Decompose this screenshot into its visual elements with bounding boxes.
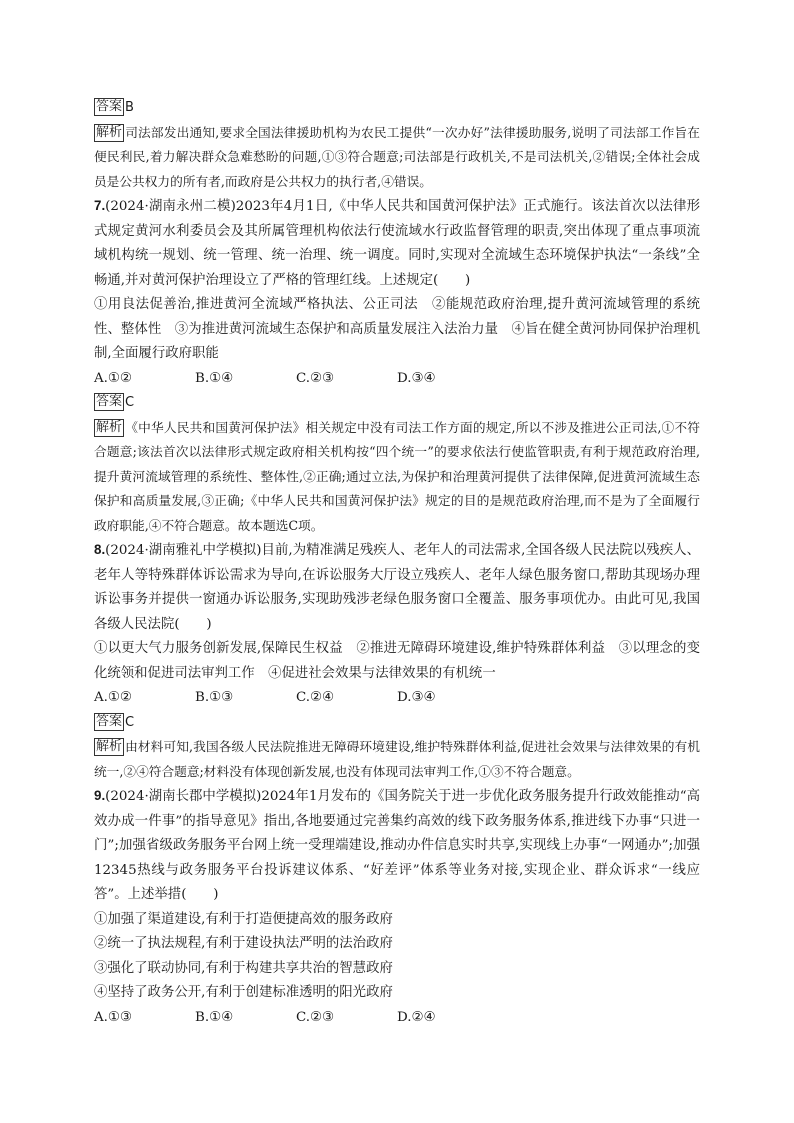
question-number: 7.: [94, 198, 106, 213]
question-9-choices: [94, 1006, 700, 1031]
explanation-text: 司法部发出通知,要求全国法律援助机构为农民工提供“一次办好”法律援助服务,说明了司法部工作旨在便民利民,着力解决群众急难愁盼的问题,①③符合题意;司法部是行政机关,不是司法机关,②错误;全体社会成员是公共权力的所有者,而政府是公共权力的执行者,④错误。: [94, 124, 700, 189]
choice-b: B.①④: [195, 370, 234, 386]
answer-tag: 答案: [96, 394, 123, 409]
choice-d: D.②④: [397, 1009, 436, 1025]
question-8-choices: [94, 686, 700, 711]
option-text: ①以更大气力服务创新发展,保障民生权益 ②推进无障碍环境建设,维护特殊群体利益 ③以理念的变化统领和促进司法审判工作 ④促进社会效果与法律效果的有机统一: [94, 641, 700, 681]
choice-a: A.①②: [94, 690, 132, 705]
answer-letter: C: [125, 714, 135, 730]
choice-a: A.①②: [94, 370, 132, 386]
answer-letter: C: [125, 395, 135, 410]
choice-b: B.①④: [195, 1009, 234, 1025]
explanation-text: 《中华人民共和国黄河保护法》相关规定中没有司法工作方面的规定,所以不涉及推进公正司法,①不符合题意;该法首次以法律形式规定政府相关机构按“四个统一”的要求依法行使监管职责,有利于规范政府治理,提升黄河流域管理的系统性、整体性,②正确;通过立法,为保护和治理黄河提供了法律保障,促进黄河流域生态保护和高质量发展,③正确;《中华人民共和国黄河保护法》规定的目的是规范政府治理,而不是为了全面履行政府职能,④不符合题意。故本题选C项。: [94, 419, 700, 533]
question-stem: (2024·湖南永州二模)2023年4月1日,《中华人民共和国黄河保护法》正式施行。该法首次以法律形式规定黄河水利委员会及其所属管理机构依法行使流域水行政监督管理的职责,突出体现了重点事项流域机构统一规划、统一管理、统一治理、统一调度。同时,实现对全流域生态环境保护执法“一条线”全畅通,并对黄河保护治理设立了严格的管理红线。上述规定( ): [94, 199, 700, 288]
explanation-text: 由材料可知,我国各级人民法院推进无障碍环境建设,维护特殊群体利益,促进社会效果与法律效果的有机统一,②④符合题意;材料没有体现创新发展,也没有体现司法审判工作,①③不符合题意。: [94, 739, 700, 779]
explanation-block-7: [94, 416, 700, 539]
answer-block-6: [94, 96, 700, 121]
explanation-tag: 解析: [96, 739, 123, 754]
question-9-option-2: ②统一了执法规程,有利于建设执法严明的法治政府: [94, 936, 393, 951]
question-9-option-4: ④坚持了政务公开,有利于创建标准透明的阳光政府: [94, 985, 393, 1000]
question-stem: (2024·湖南雅礼中学模拟)目前,为精准满足残疾人、老年人的司法需求,全国各级人民法院以残疾人、老年人等特殊群体诉讼需求为导向,在诉讼服务大厅设立残疾人、老年人绿色服务窗口,帮助其现场办理诉讼事务并提供一窗通办诉讼服务,实现助残涉老绿色服务窗口全覆盖、服务事项优办。由此可见,我国各级人民法院( ): [94, 543, 700, 632]
question-7-options: [94, 293, 700, 367]
question-8-options: [94, 637, 700, 686]
page-content: [94, 96, 700, 1030]
question-7: [94, 194, 700, 293]
question-8: [94, 538, 700, 637]
answer-block-8: [94, 711, 700, 736]
question-number: 8.: [94, 542, 106, 557]
choice-c: C.②③: [296, 1009, 335, 1025]
answer-tag: 答案: [96, 713, 123, 729]
choice-b: B.①③: [195, 690, 234, 705]
answer-block-7: [94, 391, 700, 416]
question-9: [94, 784, 700, 908]
question-7-choices: [94, 367, 700, 392]
choice-c: C.②③: [296, 370, 335, 386]
explanation-tag: 解析: [96, 124, 123, 140]
option-text: ①用良法促善治,推进黄河全流域严格执法、公正司法 ②能规范政府治理,提升黄河流域管理的系统性、整体性 ③为推进黄河流域生态保护和高质量发展注入法治力量 ④旨在健全黄河协同保护治理机制,全面履行政府职能: [94, 297, 700, 361]
choice-d: D.③④: [397, 690, 436, 705]
answer-letter: B: [125, 100, 134, 115]
explanation-block-8: [94, 735, 700, 784]
question-stem: (2024·湖南长郡中学模拟)2024年1月发布的《国务院关于进一步优化政务服务提升行政效能推动“高效办成一件事”的指导意见》指出,各地要通过完善集约高效的线下政务服务体系,推进线下办事“只进一门”;加强省级政务服务平台网上统一受理端建设,推动办件信息实时共享,实现线上办事“一网通办”;加强12345热线与政务服务平台投诉建议体系、“好差评”体系等业务对接,实现企业、群众诉求“一线应答”。上述举措( ): [94, 789, 700, 902]
choice-a: A.①③: [94, 1009, 132, 1025]
explanation-block-6: [94, 121, 700, 195]
question-number: 9.: [94, 788, 106, 803]
explanation-tag: 解析: [96, 419, 123, 435]
question-9-option-1: ①加强了渠道建设,有利于打造便捷高效的服务政府: [94, 911, 393, 927]
answer-tag: 答案: [96, 99, 123, 114]
choice-c: C.②④: [296, 690, 335, 705]
question-9-option-3: ③强化了联动协同,有利于构建共享共治的智慧政府: [94, 960, 393, 976]
choice-d: D.③④: [397, 370, 436, 386]
